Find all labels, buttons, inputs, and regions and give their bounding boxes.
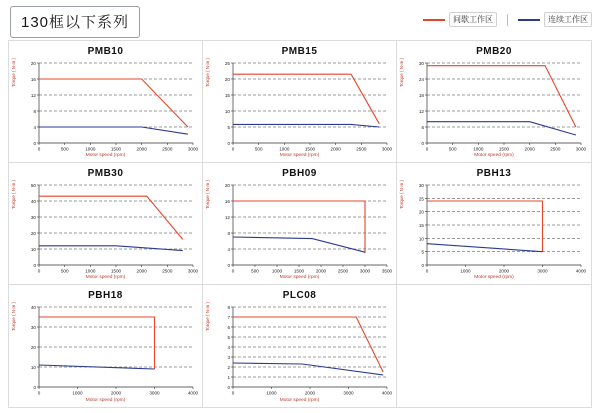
svg-text:2000: 2000: [110, 390, 122, 396]
svg-text:4: 4: [227, 345, 230, 350]
x-axis-label: Motor speed (rpm): [279, 275, 320, 280]
svg-text:4000: 4000: [575, 268, 587, 274]
svg-text:0: 0: [421, 141, 424, 146]
svg-text:15: 15: [418, 223, 424, 228]
svg-text:25: 25: [418, 196, 424, 202]
svg-text:1000: 1000: [473, 146, 484, 152]
page-title: 130框以下系列: [10, 6, 140, 38]
y-axis-label: Torque ( N·m ): [399, 57, 404, 87]
x-axis-label: Motor speed (rpm): [85, 398, 126, 403]
svg-text:1500: 1500: [498, 146, 510, 152]
svg-text:2500: 2500: [162, 146, 173, 152]
chart-cell-pmb15: [203, 41, 397, 163]
svg-text:12: 12: [30, 93, 36, 98]
svg-text:0: 0: [425, 268, 429, 274]
svg-text:30: 30: [418, 183, 424, 188]
svg-text:5: 5: [421, 249, 424, 255]
svg-text:40: 40: [30, 199, 36, 204]
chart-title: PBH18: [88, 290, 123, 301]
plot-area: [9, 57, 202, 157]
series-line: [233, 237, 365, 252]
chart-title: PMB20: [476, 46, 512, 57]
series-line: [427, 66, 576, 127]
svg-text:30: 30: [30, 325, 36, 330]
svg-text:7: 7: [227, 315, 230, 320]
svg-text:2000: 2000: [315, 268, 327, 274]
svg-text:24: 24: [418, 77, 424, 82]
svg-text:20: 20: [30, 61, 36, 66]
svg-text:0: 0: [227, 141, 230, 146]
x-axis-label: Motor speed (rpm): [474, 153, 514, 158]
svg-text:2000: 2000: [136, 268, 147, 274]
legend-item-continuous: [518, 12, 592, 27]
svg-text:8: 8: [227, 305, 230, 310]
series-line: [39, 317, 155, 369]
svg-text:3000: 3000: [575, 146, 587, 152]
svg-text:0: 0: [231, 146, 235, 152]
svg-text:1500: 1500: [304, 146, 316, 152]
svg-text:0: 0: [33, 141, 36, 146]
legend-label-intermittent: 间歇工作区: [449, 12, 497, 27]
svg-text:30: 30: [30, 215, 36, 220]
series-line: [427, 122, 576, 135]
svg-text:0: 0: [227, 263, 230, 268]
svg-text:0: 0: [37, 146, 41, 152]
plot-area: [203, 179, 396, 279]
svg-text:2500: 2500: [550, 146, 561, 152]
chart-cell-empty: [397, 285, 591, 407]
svg-text:2000: 2000: [524, 146, 535, 152]
svg-text:4: 4: [33, 125, 36, 130]
chart-cell-pbh13: [397, 163, 591, 285]
x-axis-label: Motor speed (rpm): [474, 275, 514, 280]
series-line: [427, 244, 543, 252]
svg-text:3: 3: [227, 355, 230, 360]
svg-text:3000: 3000: [149, 390, 160, 396]
svg-text:0: 0: [227, 385, 230, 390]
legend-divider: [507, 14, 508, 26]
svg-text:1500: 1500: [110, 146, 122, 152]
chart-cell-pmb20: [397, 41, 591, 163]
svg-text:20: 20: [224, 77, 230, 82]
svg-text:1000: 1000: [279, 146, 290, 152]
svg-text:25: 25: [224, 61, 230, 66]
svg-text:8: 8: [33, 109, 36, 114]
chart-title: PLC08: [282, 290, 317, 301]
svg-text:0: 0: [231, 390, 235, 396]
svg-text:3500: 3500: [381, 268, 393, 274]
svg-text:6: 6: [421, 125, 424, 130]
svg-text:1000: 1000: [271, 268, 283, 274]
chart-title: PMB15: [281, 46, 318, 57]
svg-text:1500: 1500: [110, 268, 122, 274]
svg-text:0: 0: [37, 390, 41, 396]
chart-grid: [8, 40, 592, 408]
svg-text:10: 10: [30, 365, 36, 370]
svg-text:0: 0: [425, 146, 429, 152]
svg-text:40: 40: [30, 305, 36, 310]
svg-text:6: 6: [227, 325, 230, 330]
svg-text:4: 4: [227, 247, 230, 252]
plot-area: [9, 179, 202, 279]
legend-swatch-intermittent: [423, 19, 445, 21]
svg-text:3000: 3000: [381, 146, 393, 152]
svg-text:2000: 2000: [498, 268, 510, 274]
chart-title: PMB10: [87, 46, 124, 57]
svg-text:3000: 3000: [343, 390, 354, 396]
x-axis-label: Motor speed (rpm): [85, 153, 126, 158]
series-line: [233, 201, 365, 253]
svg-text:3000: 3000: [359, 268, 371, 274]
svg-text:10: 10: [30, 247, 36, 252]
svg-text:500: 500: [60, 146, 69, 152]
svg-text:2500: 2500: [337, 268, 349, 274]
svg-text:16: 16: [224, 199, 230, 204]
x-axis-label: Motor speed (rpm): [85, 275, 126, 280]
svg-text:1000: 1000: [460, 268, 471, 274]
plot-area: [9, 301, 202, 401]
svg-text:1: 1: [227, 375, 230, 380]
chart-cell-pbh09: [203, 163, 397, 285]
svg-text:0: 0: [33, 385, 36, 390]
svg-text:1500: 1500: [293, 268, 305, 274]
y-axis-label: Torque ( N·m ): [205, 301, 210, 331]
svg-text:5: 5: [227, 335, 230, 340]
chart-title: PBH09: [282, 168, 317, 179]
svg-text:500: 500: [251, 268, 259, 274]
svg-text:2500: 2500: [356, 146, 367, 152]
series-line: [39, 246, 183, 251]
svg-text:50: 50: [30, 183, 36, 188]
series-line: [233, 363, 383, 375]
svg-text:10: 10: [224, 109, 230, 114]
svg-text:0: 0: [231, 268, 235, 274]
svg-text:2: 2: [227, 365, 230, 370]
chart-cell-plc08: [203, 285, 397, 407]
plot-area: [397, 179, 591, 279]
svg-text:20: 20: [224, 183, 230, 188]
y-axis-label: Torque ( N·m ): [11, 301, 16, 331]
svg-text:4000: 4000: [381, 390, 393, 396]
chart-title: PMB30: [87, 168, 124, 179]
x-axis-label: Motor speed (rpm): [279, 398, 320, 403]
y-axis-label: Torque ( N·m ): [11, 179, 16, 209]
svg-text:2000: 2000: [330, 146, 341, 152]
svg-text:12: 12: [224, 215, 230, 220]
y-axis-label: Torque ( N·m ): [205, 57, 210, 87]
svg-text:15: 15: [224, 93, 230, 98]
chart-cell-pmb30: [9, 163, 203, 285]
svg-text:2500: 2500: [162, 268, 173, 274]
svg-text:20: 20: [418, 209, 424, 215]
svg-text:1000: 1000: [85, 146, 96, 152]
series-line: [427, 201, 543, 252]
chart-cell-pmb10: [9, 41, 203, 163]
svg-text:18: 18: [418, 93, 424, 98]
legend-label-continuous: 连续工作区: [544, 12, 592, 27]
series-line: [39, 127, 188, 134]
series-line: [233, 124, 379, 127]
svg-text:500: 500: [60, 268, 69, 274]
svg-text:16: 16: [30, 77, 36, 82]
svg-text:0: 0: [421, 263, 424, 268]
svg-text:8: 8: [227, 231, 230, 236]
svg-text:3000: 3000: [537, 268, 548, 274]
x-axis-label: Motor speed (rpm): [279, 153, 320, 158]
chart-title: PBH13: [476, 168, 512, 179]
svg-text:5: 5: [227, 125, 230, 130]
svg-text:1000: 1000: [85, 268, 96, 274]
svg-text:2000: 2000: [136, 146, 147, 152]
svg-text:20: 20: [30, 345, 36, 350]
svg-text:10: 10: [418, 236, 424, 242]
svg-text:12: 12: [418, 109, 424, 114]
series-line: [233, 74, 379, 124]
plot-area: [203, 301, 396, 401]
svg-text:500: 500: [448, 146, 457, 152]
svg-text:1000: 1000: [266, 390, 277, 396]
svg-text:20: 20: [30, 231, 36, 236]
plot-area: [203, 57, 396, 157]
y-axis-label: Torque ( N·m ): [11, 57, 16, 87]
svg-text:500: 500: [254, 146, 263, 152]
y-axis-label: Torque ( N·m ): [205, 179, 210, 209]
svg-text:3000: 3000: [187, 268, 199, 274]
legend-item-intermittent: [423, 12, 497, 27]
page-header: [0, 0, 600, 38]
plot-area: [397, 57, 591, 157]
y-axis-label: Torque ( N·m ): [399, 179, 404, 209]
svg-text:30: 30: [418, 61, 424, 66]
legend-swatch-continuous: [518, 19, 540, 21]
chart-cell-pbh18: [9, 285, 203, 407]
svg-text:0: 0: [33, 263, 36, 268]
svg-text:0: 0: [37, 268, 41, 274]
svg-text:2000: 2000: [304, 390, 316, 396]
svg-text:3000: 3000: [187, 146, 199, 152]
series-line: [39, 79, 188, 127]
svg-text:1000: 1000: [72, 390, 83, 396]
legend: [423, 12, 592, 27]
svg-text:4000: 4000: [187, 390, 199, 396]
